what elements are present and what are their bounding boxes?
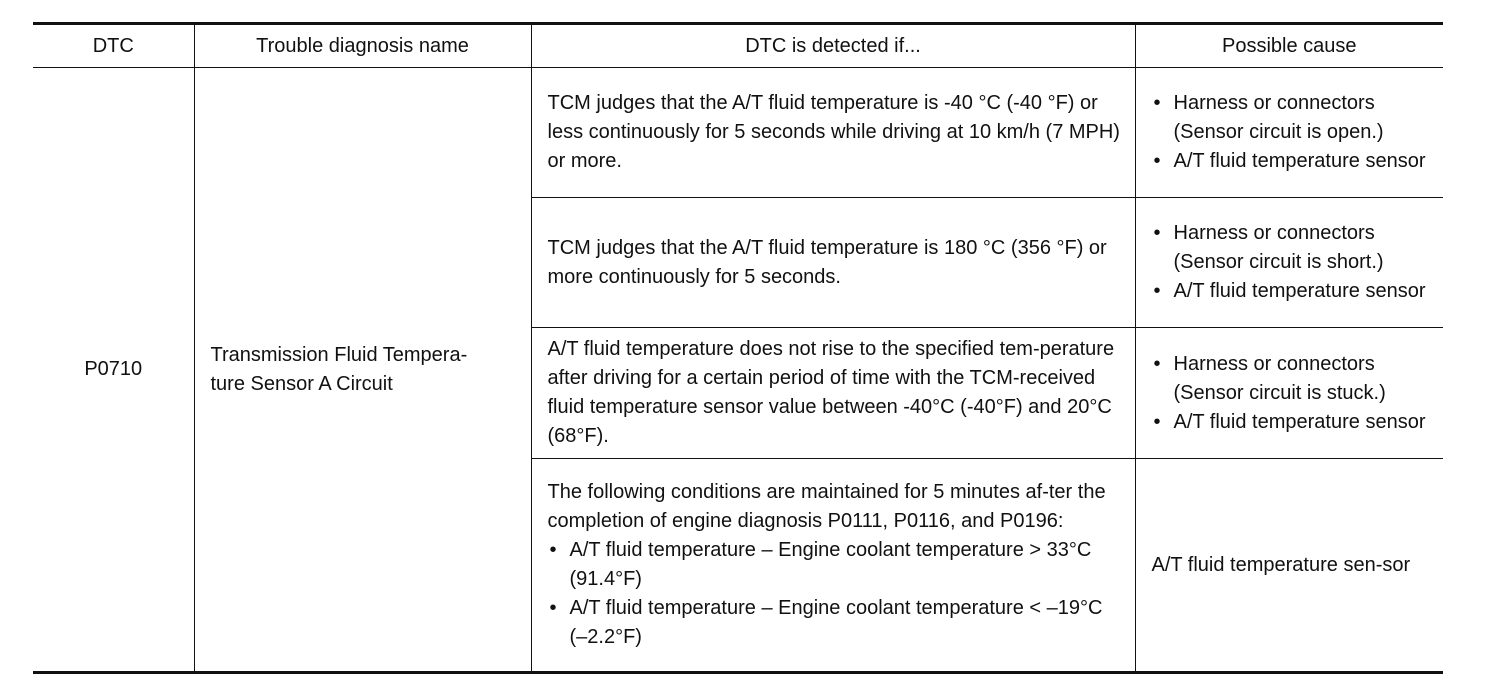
detection-condition: A/T fluid temperature does not rise to the specified tem-perature after driving for a certain period of time with the TCM-received fluid temperature sensor value between -40°C (-40°F) and 20°C (68°F). (531, 328, 1135, 459)
header-detection-condition: DTC is detected if... (531, 24, 1135, 68)
condition-intro: The following conditions are maintained for 5 minutes af-ter the completion of engine diagnosis P0111, P0116, and P0196: (547, 481, 1106, 532)
header-diagnosis-name: Trouble diagnosis name (194, 24, 531, 68)
header-dtc: DTC (33, 24, 194, 68)
detection-condition: TCM judges that the A/T fluid temperature is -40 °C (-40 °F) or less continuously for 5 seconds while driving at 10 km/h (7 MPH) or more. (531, 68, 1135, 198)
cause-item: • Harness or connectors (Sensor circuit is short.) (1152, 219, 1432, 277)
table-header-row (33, 24, 1443, 68)
detection-condition (531, 459, 1135, 673)
possible-cause (1135, 68, 1443, 198)
diagnosis-name (194, 68, 531, 673)
cause-item: • A/T fluid temperature sensor (1152, 147, 1432, 176)
diagnosis-name-text: Transmission Fluid Tempera- ture Sensor A Circuit (210, 343, 468, 395)
cause-item: • A/T fluid temperature sensor (1152, 408, 1432, 437)
condition-bullet: • A/T fluid temperature – Engine coolant temperature > 33°C (91.4°F) (548, 536, 1123, 594)
table-row (33, 68, 1443, 198)
header-possible-cause: Possible cause (1135, 24, 1443, 68)
condition-bullet: • A/T fluid temperature – Engine coolant temperature < –19°C (–2.2°F) (548, 594, 1123, 652)
possible-cause: A/T fluid temperature sen-sor (1135, 459, 1443, 673)
dtc-table (33, 22, 1443, 674)
possible-cause (1135, 198, 1443, 328)
cause-item: • A/T fluid temperature sensor (1152, 277, 1432, 306)
dtc-table-container (33, 22, 1443, 674)
dtc-code: P0710 (33, 68, 194, 673)
cause-item: • Harness or connectors (Sensor circuit is open.) (1152, 89, 1432, 147)
detection-condition: TCM judges that the A/T fluid temperature is 180 °C (356 °F) or more continuously for 5 seconds. (531, 198, 1135, 328)
possible-cause (1135, 328, 1443, 459)
cause-item: • Harness or connectors (Sensor circuit is stuck.) (1152, 350, 1432, 408)
